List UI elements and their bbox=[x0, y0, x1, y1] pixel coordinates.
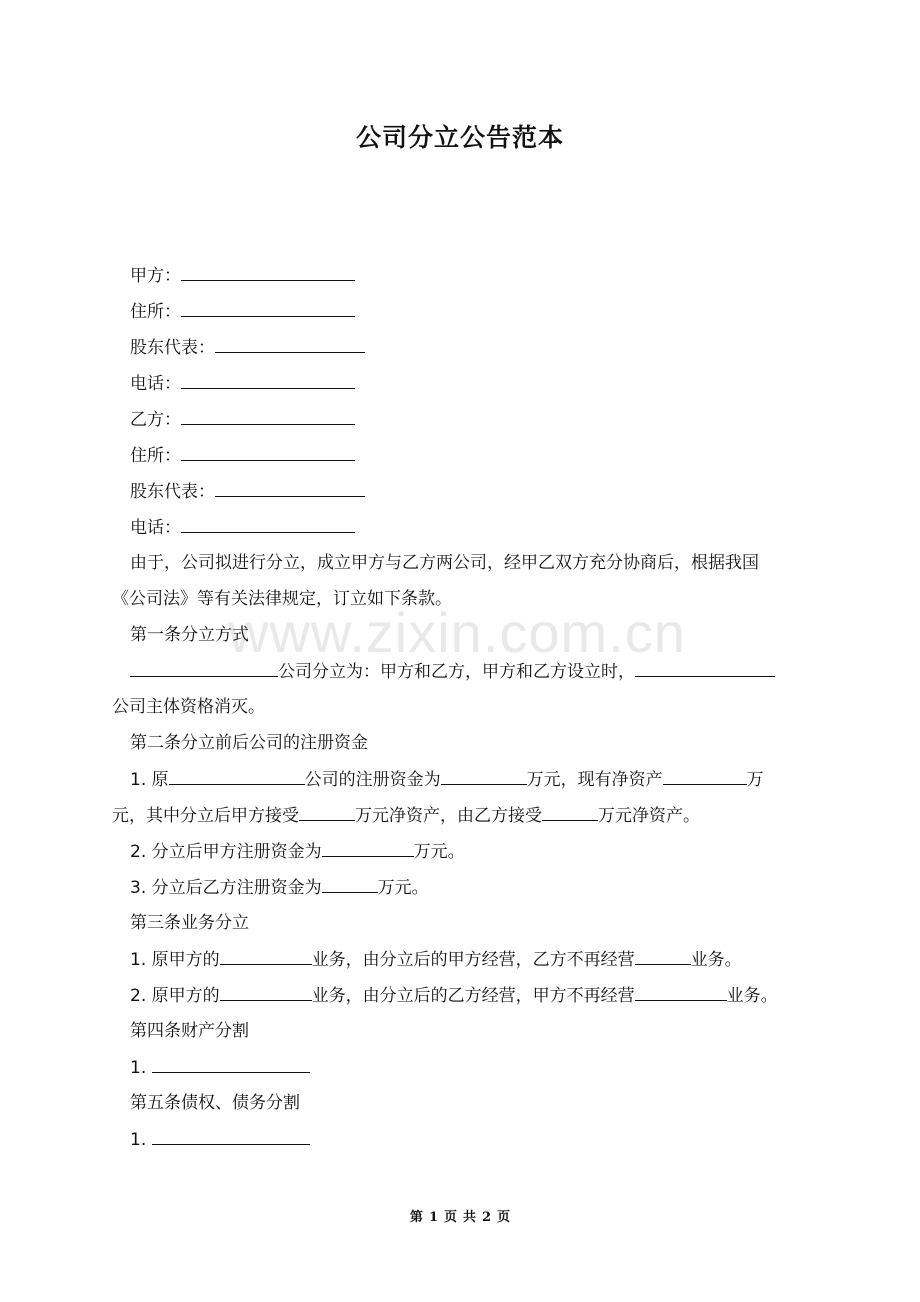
party-a-address-line bbox=[130, 300, 355, 323]
article-2-party-a-capital-blank[interactable] bbox=[322, 840, 414, 857]
party-a-address-label: 住所： bbox=[130, 302, 181, 322]
article-5-heading: 第五条债权、债务分割 bbox=[130, 1093, 300, 1113]
article-2-item-3-prefix: 3. 分立后乙方注册资金为 bbox=[130, 878, 322, 898]
article-1-text-a: 公司分立为：甲方和乙方，甲方和乙方设立时， bbox=[278, 662, 635, 682]
party-b-representative-line bbox=[130, 480, 365, 503]
article-5-item-1-blank[interactable] bbox=[152, 1128, 310, 1145]
article-5-item-1 bbox=[130, 1128, 310, 1151]
party-a-representative-line bbox=[130, 336, 365, 359]
article-2-party-a-assets-blank[interactable] bbox=[299, 804, 355, 821]
page-footer bbox=[0, 1206, 920, 1225]
article-2-item-1-end: 万 bbox=[746, 770, 764, 790]
article-2-item-1-line-2-b: 万元净资产，由乙方接受 bbox=[355, 806, 542, 826]
article-2-heading: 第二条分立前后公司的注册资金 bbox=[130, 733, 368, 753]
footer-page-prefix: 第 bbox=[409, 1210, 423, 1225]
party-a-representative-blank[interactable] bbox=[215, 336, 365, 353]
watermark: www.zixin.com.cn bbox=[228, 601, 686, 664]
article-3-item-2-business-blank[interactable] bbox=[220, 984, 312, 1001]
article-4-item-1-blank[interactable] bbox=[152, 1056, 310, 1073]
party-a-phone-line bbox=[130, 372, 355, 395]
article-2-item-1-line-1 bbox=[130, 768, 764, 791]
article-2-item-1-mid-2: 万元，现有净资产 bbox=[526, 770, 663, 790]
footer-total-prefix: 共 bbox=[463, 1210, 477, 1225]
document-title: 公司分立公告范本 bbox=[355, 123, 564, 152]
article-2-net-assets-blank[interactable] bbox=[663, 768, 747, 785]
article-2-party-b-assets-blank[interactable] bbox=[542, 804, 598, 821]
party-b-phone-line bbox=[130, 516, 355, 539]
article-1-heading: 第一条分立方式 bbox=[130, 625, 249, 645]
article-1-dissolved-company-blank[interactable] bbox=[635, 660, 775, 677]
article-5-item-1-number: 1. bbox=[130, 1130, 152, 1150]
article-2-item-1-mid-1: 公司的注册资金为 bbox=[304, 770, 441, 790]
party-b-label: 乙方： bbox=[130, 410, 181, 430]
party-a-blank[interactable] bbox=[181, 264, 355, 281]
party-b-representative-label: 股东代表： bbox=[130, 482, 215, 502]
party-a-representative-label: 股东代表： bbox=[130, 338, 215, 358]
article-2-item-1-line-2 bbox=[112, 804, 700, 827]
party-b-address-label: 住所： bbox=[130, 446, 181, 466]
party-a-phone-blank[interactable] bbox=[181, 372, 355, 389]
article-3-item-2-a: 2. 原甲方的 bbox=[130, 986, 220, 1006]
article-3-item-1-a: 1. 原甲方的 bbox=[130, 950, 220, 970]
article-1-company-blank[interactable] bbox=[130, 660, 278, 677]
party-b-name-line bbox=[130, 408, 355, 431]
footer-page-label: 页 bbox=[443, 1210, 457, 1225]
article-2-original-company-blank[interactable] bbox=[169, 768, 305, 785]
party-b-address-blank[interactable] bbox=[181, 444, 355, 461]
article-3-item-2 bbox=[130, 984, 778, 1007]
article-3-item-1-b: 业务，由分立后的甲方经营，乙方不再经营 bbox=[311, 950, 635, 970]
article-3-item-1 bbox=[130, 948, 742, 971]
article-2-item-3-suffix: 万元。 bbox=[377, 878, 429, 898]
article-4-item-1 bbox=[130, 1056, 310, 1079]
footer-total-label: 页 bbox=[497, 1210, 511, 1225]
footer-current-page: 1 bbox=[428, 1210, 438, 1225]
article-3-item-1-excluded-business-blank[interactable] bbox=[635, 948, 691, 965]
intro-line-1: 由于，公司拟进行分立，成立甲方与乙方两公司，经甲乙双方充分协商后，根据我国 bbox=[130, 553, 759, 573]
article-3-item-1-business-blank[interactable] bbox=[220, 948, 312, 965]
party-b-blank[interactable] bbox=[181, 408, 355, 425]
article-2-item-3 bbox=[130, 876, 429, 899]
article-2-item-1-line-2-a: 元，其中分立后甲方接受 bbox=[112, 806, 299, 826]
article-4-heading: 第四条财产分割 bbox=[130, 1021, 249, 1041]
footer-total-pages: 2 bbox=[482, 1210, 492, 1225]
party-b-phone-label: 电话： bbox=[130, 518, 181, 538]
article-2-registered-capital-blank[interactable] bbox=[441, 768, 527, 785]
party-b-representative-blank[interactable] bbox=[215, 480, 365, 497]
article-3-heading: 第三条业务分立 bbox=[130, 913, 249, 933]
article-1-line-1 bbox=[130, 660, 775, 683]
party-a-address-blank[interactable] bbox=[181, 300, 355, 317]
article-4-item-1-number: 1. bbox=[130, 1058, 152, 1078]
article-2-item-1-prefix: 1. 原 bbox=[130, 770, 169, 790]
article-2-item-1-line-2-c: 万元净资产。 bbox=[598, 806, 700, 826]
article-1-line-2: 公司主体资格消灭。 bbox=[112, 697, 265, 717]
article-2-item-2 bbox=[130, 840, 465, 863]
party-b-address-line bbox=[130, 444, 355, 467]
article-3-item-2-c: 业务。 bbox=[726, 986, 778, 1006]
article-3-item-1-c: 业务。 bbox=[690, 950, 742, 970]
party-a-label: 甲方： bbox=[130, 266, 181, 286]
article-2-party-b-capital-blank[interactable] bbox=[322, 876, 378, 893]
article-3-item-2-b: 业务，由分立后的乙方经营，甲方不再经营 bbox=[311, 986, 635, 1006]
article-2-item-2-suffix: 万元。 bbox=[413, 842, 465, 862]
party-a-name-line bbox=[130, 264, 355, 287]
party-b-phone-blank[interactable] bbox=[181, 516, 355, 533]
article-2-item-2-prefix: 2. 分立后甲方注册资金为 bbox=[130, 842, 322, 862]
intro-line-2: 《公司法》等有关法律规定，订立如下条款。 bbox=[112, 589, 452, 609]
article-3-item-2-excluded-business-blank[interactable] bbox=[635, 984, 727, 1001]
party-a-phone-label: 电话： bbox=[130, 374, 181, 394]
